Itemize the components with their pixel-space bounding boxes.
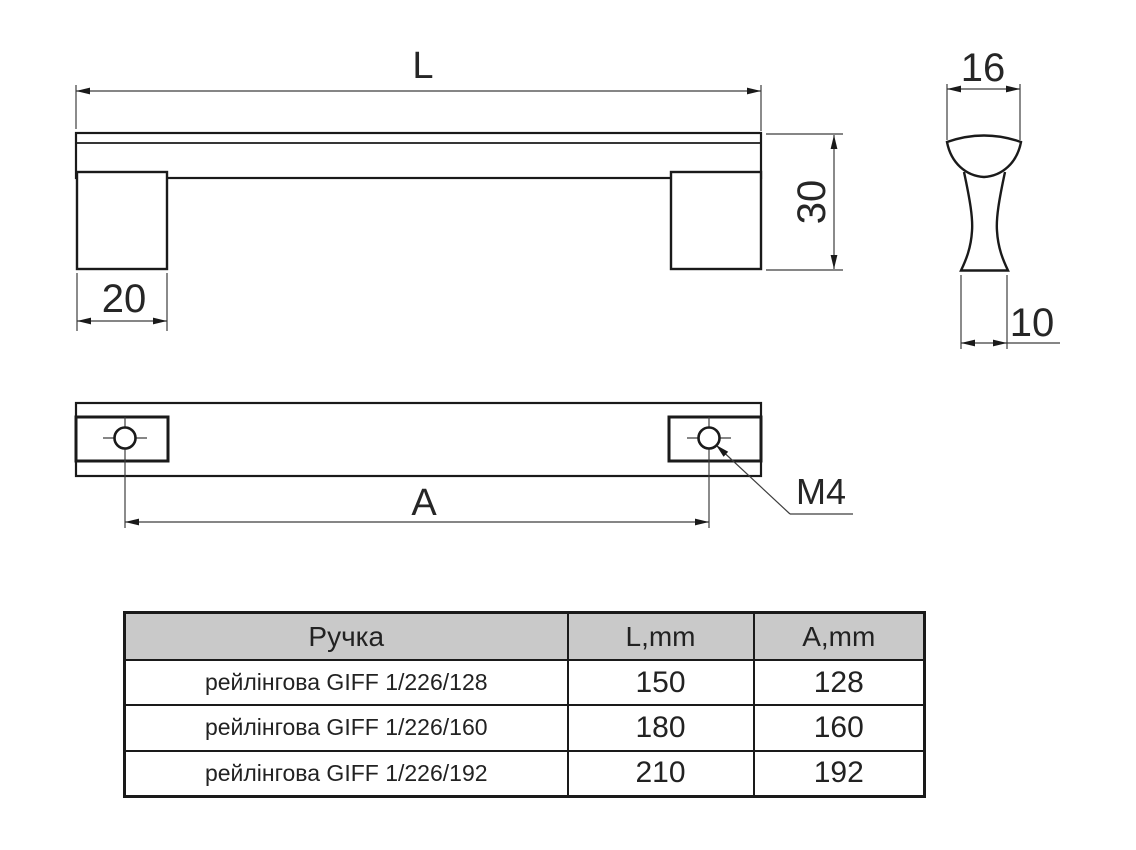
column-header-a-mm: A,mm xyxy=(754,613,925,661)
arrowhead xyxy=(125,519,139,526)
table-row xyxy=(125,660,925,705)
arrowhead xyxy=(831,135,838,149)
arrowhead xyxy=(993,340,1007,347)
spec-table xyxy=(123,611,926,798)
column-header-handle: Ручка xyxy=(125,613,568,661)
arrowhead xyxy=(961,340,975,347)
arrowhead xyxy=(77,318,91,325)
l-value: 180 xyxy=(568,705,754,750)
bottom-width-dimension-label: 10 xyxy=(1009,301,1055,345)
l-value: 210 xyxy=(568,751,754,797)
table-row xyxy=(125,751,925,797)
hole-distance-dimension-label: A xyxy=(411,482,437,524)
arrowhead xyxy=(695,519,709,526)
height-dimension-label: 30 xyxy=(790,179,834,225)
a-value: 192 xyxy=(754,751,925,797)
a-value: 160 xyxy=(754,705,925,750)
table-header-row xyxy=(125,613,925,661)
arrowhead xyxy=(76,88,90,95)
table-row xyxy=(125,705,925,750)
handle-foot-left-front xyxy=(77,172,167,269)
arrowhead xyxy=(153,318,167,325)
side-view xyxy=(947,46,1060,349)
handle-bar-top-view xyxy=(76,403,761,476)
arrowhead xyxy=(947,86,961,93)
foot-width-dimension-label: 20 xyxy=(101,277,147,321)
handle-profile-stem xyxy=(961,172,1008,271)
screw-hole-left xyxy=(115,428,136,449)
handle-name: рейлінгова GIFF 1/226/192 xyxy=(125,751,568,797)
l-value: 150 xyxy=(568,660,754,705)
handle-profile-cap xyxy=(947,136,1021,178)
thread-size-label: M4 xyxy=(795,471,847,512)
handle-name: рейлінгова GIFF 1/226/160 xyxy=(125,705,568,750)
handle-name: рейлінгова GIFF 1/226/128 xyxy=(125,660,568,705)
arrowhead xyxy=(831,255,838,269)
arrowhead xyxy=(747,88,761,95)
a-value: 128 xyxy=(754,660,925,705)
top-width-dimension-label: 16 xyxy=(960,46,1006,90)
column-header-l-mm: L,mm xyxy=(568,613,754,661)
arrowhead xyxy=(1006,86,1020,93)
front-view xyxy=(76,45,843,331)
top-view xyxy=(76,403,853,528)
length-dimension-label: L xyxy=(412,45,434,87)
handle-foot-right-front xyxy=(671,172,761,269)
handle-bar-front xyxy=(76,133,761,178)
